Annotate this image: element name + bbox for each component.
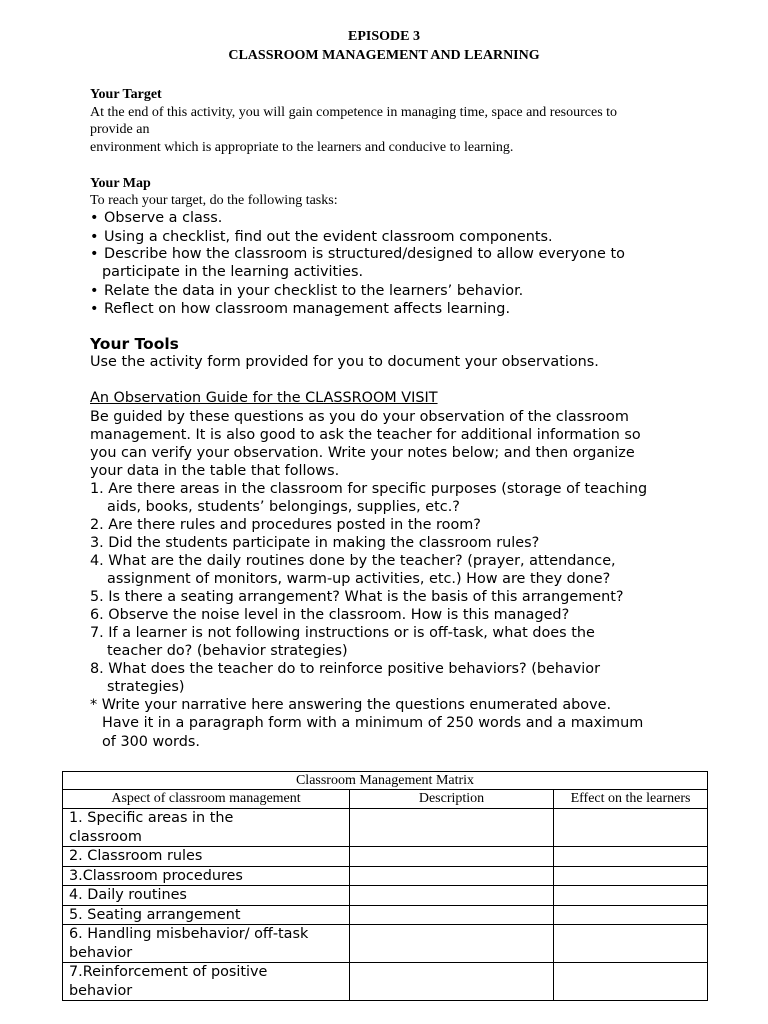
description-cell[interactable] — [350, 809, 554, 847]
effect-cell[interactable] — [554, 963, 708, 1001]
bullet-icon: • — [90, 301, 99, 317]
aspect-cell: 1. Specific areas in the classroom — [63, 809, 350, 847]
table-row — [63, 905, 708, 925]
narrative-instruction-line-1: * Write your narrative here answering the questions enumerated above. — [90, 697, 612, 713]
map-bullet-5: • Reflect on how classroom management affects learning. — [90, 301, 511, 317]
page-title: CLASSROOM MANAGEMENT AND LEARNING — [228, 48, 540, 63]
narrative-instruction-line-2: Have it in a paragraph form with a minimum of 250 words and a maximum — [102, 715, 644, 731]
effect-cell[interactable] — [554, 886, 708, 906]
column-header-aspect: Aspect of classroom management — [63, 790, 350, 809]
effect-cell[interactable] — [554, 809, 708, 847]
guide-question-8-continued: strategies) — [107, 679, 185, 695]
table-row — [63, 925, 708, 963]
guide-intro-line-2: management. It is also good to ask the teacher for additional information so — [90, 427, 641, 443]
guide-intro-line-4: your data in the table that follows. — [90, 463, 340, 479]
guide-question-2: 2. Are there rules and procedures posted in the room? — [90, 517, 481, 533]
table-row — [63, 809, 708, 847]
bullet-icon: • — [90, 229, 99, 245]
description-cell[interactable] — [350, 963, 554, 1001]
guide-heading: An Observation Guide for the CLASSROOM VISIT — [90, 390, 438, 406]
episode-label: EPISODE 3 — [348, 29, 420, 44]
map-bullet-2: • Using a checklist, find out the evident classroom components. — [90, 229, 553, 245]
bullet-icon: • — [90, 246, 99, 262]
bullet-icon: • — [90, 283, 99, 299]
column-header-effect: Effect on the learners — [554, 790, 708, 809]
target-text-line-2: provide an — [90, 122, 150, 137]
guide-question-7: 7. If a learner is not following instructions or is off-task, what does the — [90, 625, 595, 641]
guide-question-6: 6. Observe the noise level in the classroom. How is this managed? — [90, 607, 570, 623]
aspect-cell: 7.Reinforcement of positive behavior — [63, 963, 350, 1001]
tools-text: Use the activity form provided for you to document your observations. — [90, 354, 599, 370]
aspect-cell: 3.Classroom procedures — [63, 866, 350, 886]
table-row — [63, 866, 708, 886]
guide-question-7-continued: teacher do? (behavior strategies) — [107, 643, 348, 659]
target-text-line-1: At the end of this activity, you will gain competence in managing time, space and resources to — [90, 105, 618, 120]
guide-intro-line-1: Be guided by these questions as you do your observation of the classroom — [90, 409, 629, 425]
column-header-description: Description — [350, 790, 554, 809]
table-row — [63, 963, 708, 1001]
guide-question-4-continued: assignment of monitors, warm-up activities, etc.) How are they done? — [107, 571, 611, 587]
description-cell[interactable] — [350, 925, 554, 963]
guide-question-8: 8. What does the teacher do to reinforce positive behaviors? (behavior — [90, 661, 601, 677]
guide-question-1: 1. Are there areas in the classroom for specific purposes (storage of teaching — [90, 481, 648, 497]
guide-question-4: 4. What are the daily routines done by the teacher? (prayer, attendance, — [90, 553, 616, 569]
aspect-cell: 2. Classroom rules — [63, 847, 350, 867]
matrix-caption: Classroom Management Matrix — [63, 772, 708, 790]
tools-heading: Your Tools — [90, 335, 179, 353]
description-cell[interactable] — [350, 866, 554, 886]
target-text-line-3: environment which is appropriate to the learners and conducive to learning. — [90, 140, 514, 155]
map-bullet-4: • Relate the data in your checklist to the learners’ behavior. — [90, 283, 524, 299]
map-heading: Your Map — [90, 176, 151, 191]
narrative-instruction-line-3: of 300 words. — [102, 734, 200, 750]
map-bullet-3: • Describe how the classroom is structured/designed to allow everyone to — [90, 246, 625, 262]
guide-question-1-continued: aids, books, students’ belongings, supplies, etc.? — [107, 499, 460, 515]
map-bullet-1: • Observe a class. — [90, 210, 223, 226]
table-row — [63, 886, 708, 906]
effect-cell[interactable] — [554, 866, 708, 886]
effect-cell[interactable] — [554, 847, 708, 867]
description-cell[interactable] — [350, 886, 554, 906]
effect-cell[interactable] — [554, 905, 708, 925]
target-heading: Your Target — [90, 87, 162, 102]
guide-question-3: 3. Did the students participate in making the classroom rules? — [90, 535, 540, 551]
description-cell[interactable] — [350, 847, 554, 867]
bullet-icon: • — [90, 210, 99, 226]
map-intro: To reach your target, do the following tasks: — [90, 193, 338, 208]
aspect-cell: 4. Daily routines — [63, 886, 350, 906]
map-bullet-3-continued: participate in the learning activities. — [102, 264, 364, 280]
aspect-cell: 5. Seating arrangement — [63, 905, 350, 925]
aspect-cell: 6. Handling misbehavior/ off-task behavior — [63, 925, 350, 963]
description-cell[interactable] — [350, 905, 554, 925]
guide-question-5: 5. Is there a seating arrangement? What is the basis of this arrangement? — [90, 589, 624, 605]
classroom-management-matrix — [62, 771, 708, 1001]
effect-cell[interactable] — [554, 925, 708, 963]
table-row — [63, 847, 708, 867]
guide-intro-line-3: you can verify your observation. Write your notes below; and then organize — [90, 445, 635, 461]
